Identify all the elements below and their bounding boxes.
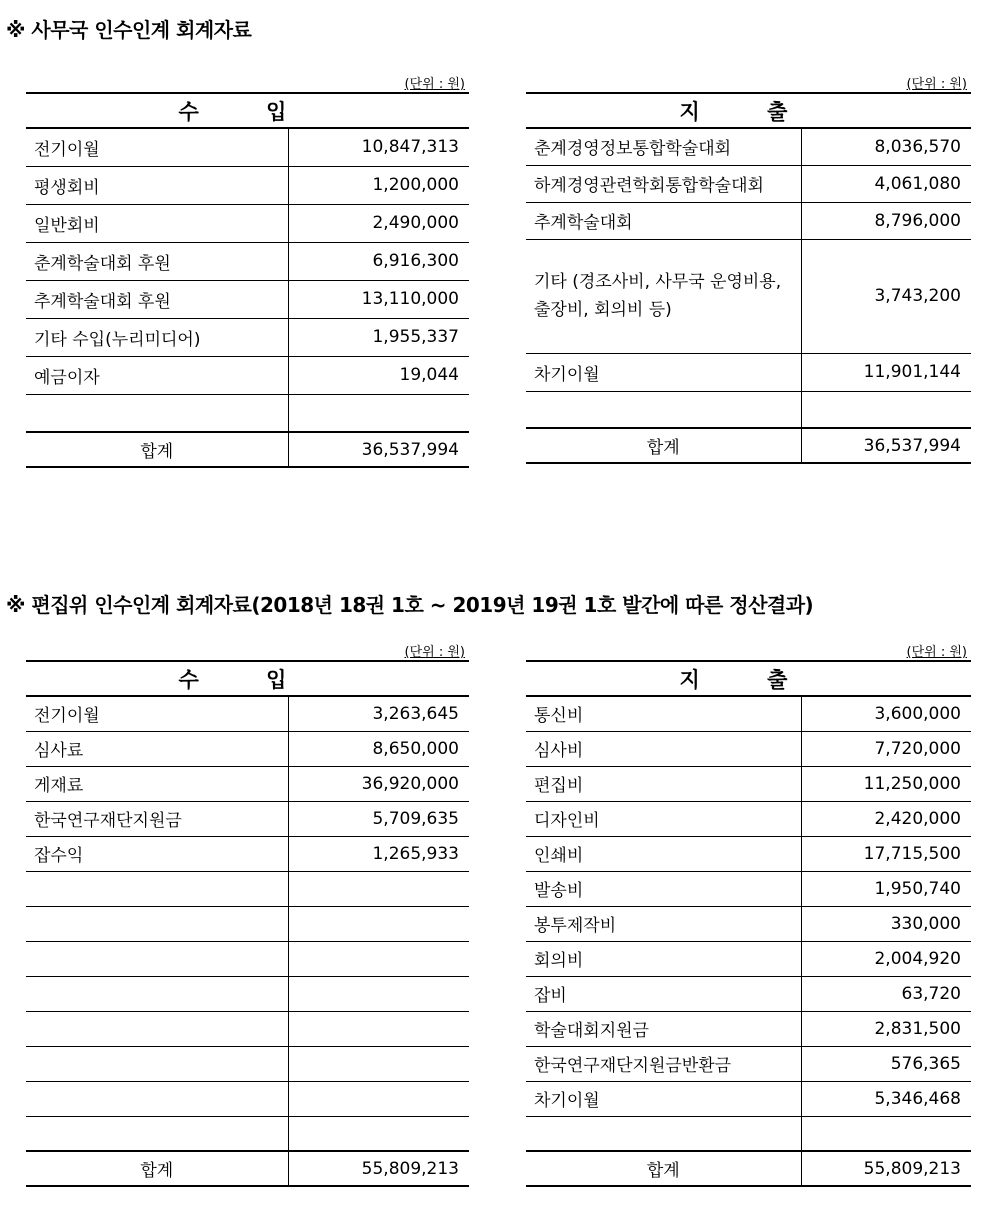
total-row: [526, 1151, 971, 1186]
income-amount: 1,200,000: [288, 166, 469, 204]
expense-amount: 11,901,144: [801, 353, 971, 391]
expense-amount: 3,743,200: [801, 239, 971, 353]
expense-amount: 2,831,500: [801, 1011, 971, 1046]
table-row: [26, 871, 469, 906]
expense-label: 통신비: [526, 696, 801, 731]
table-row: [26, 128, 469, 166]
table-row: [526, 1116, 971, 1151]
total-label: 합계: [526, 428, 801, 463]
income-amount: [288, 871, 469, 906]
income-label: 춘계학술대회 후원: [26, 242, 288, 280]
expense-label: 봉투제작비: [526, 906, 801, 941]
table-row: [526, 128, 971, 165]
expense-amount: 11,250,000: [801, 766, 971, 801]
table-row: [26, 394, 469, 432]
table-row: [526, 1081, 971, 1116]
table-row: [26, 356, 469, 394]
income-header: 수 입: [26, 93, 469, 128]
expense-label: 한국연구재단지원금반환금: [526, 1046, 801, 1081]
total-label: 합계: [26, 1151, 288, 1186]
table-row: [26, 280, 469, 318]
table-row: [26, 1081, 469, 1116]
expense-label: 잡비: [526, 976, 801, 1011]
table-row: [26, 204, 469, 242]
table-row: [26, 941, 469, 976]
table-row: [26, 766, 469, 801]
expense-amount: 8,796,000: [801, 202, 971, 239]
total-label: 합계: [26, 432, 288, 467]
table-row: [526, 696, 971, 731]
table-row: [26, 166, 469, 204]
unit-label: (단위 : 원): [906, 77, 967, 92]
table-row: [26, 801, 469, 836]
expense-label: 학술대회지원금: [526, 1011, 801, 1046]
income-label: [26, 1011, 288, 1046]
income-amount: [288, 1011, 469, 1046]
income-label: 평생회비: [26, 166, 288, 204]
income-label: 추계학술대회 후원: [26, 280, 288, 318]
table-row: [526, 731, 971, 766]
income-amount: 2,490,000: [288, 204, 469, 242]
expense-label: [526, 1116, 801, 1151]
table-row: [26, 1116, 469, 1151]
table-row: [26, 906, 469, 941]
income-amount: 1,265,933: [288, 836, 469, 871]
total-row: [26, 432, 469, 467]
income-label: [26, 871, 288, 906]
expense-label: 춘계경영정보통합학술대회: [526, 128, 801, 165]
income-amount: [288, 906, 469, 941]
income-label: [26, 394, 288, 432]
expense-amount: 2,004,920: [801, 941, 971, 976]
expense-amount: 7,720,000: [801, 731, 971, 766]
expense-label: 회의비: [526, 941, 801, 976]
expense-label: 기타 (경조사비, 사무국 운영비용, 출장비, 회의비 등): [526, 239, 801, 353]
table-row: [26, 976, 469, 1011]
income-label: 심사료: [26, 731, 288, 766]
income-label: 전기이월: [26, 696, 288, 731]
income-amount: [288, 941, 469, 976]
table-row: [26, 696, 469, 731]
table-row: [526, 239, 971, 353]
table-row: [26, 731, 469, 766]
section1-title: ※ 사무국 인수인계 회계자료: [6, 18, 252, 42]
income-amount: [288, 1046, 469, 1081]
section2-income-table: [26, 638, 469, 1187]
table-row: [26, 836, 469, 871]
income-label: [26, 941, 288, 976]
expense-amount: 330,000: [801, 906, 971, 941]
expense-label: 편집비: [526, 766, 801, 801]
expense-label: 차기이월: [526, 1081, 801, 1116]
expense-label: 인쇄비: [526, 836, 801, 871]
income-label: [26, 1046, 288, 1081]
expense-amount: 4,061,080: [801, 165, 971, 202]
total-label: 합계: [526, 1151, 801, 1186]
income-amount: 8,650,000: [288, 731, 469, 766]
table-row: [26, 1011, 469, 1046]
total-row: [526, 428, 971, 463]
income-amount: 13,110,000: [288, 280, 469, 318]
unit-label: (단위 : 원): [906, 645, 967, 660]
expense-label: 차기이월: [526, 353, 801, 391]
total-row: [26, 1151, 469, 1186]
total-amount: 36,537,994: [801, 428, 971, 463]
table-row: [26, 1046, 469, 1081]
expense-amount: [801, 1116, 971, 1151]
income-amount: 3,263,645: [288, 696, 469, 731]
table-row: [526, 871, 971, 906]
expense-label: 추계학술대회: [526, 202, 801, 239]
table-row: [526, 165, 971, 202]
income-amount: [288, 394, 469, 432]
table-row: [526, 353, 971, 391]
total-amount: 55,809,213: [288, 1151, 469, 1186]
expense-amount: 17,715,500: [801, 836, 971, 871]
table-row: [526, 391, 971, 428]
unit-label: (단위 : 원): [404, 645, 465, 660]
expense-label: 발송비: [526, 871, 801, 906]
income-label: 기타 수입(누리미디어): [26, 318, 288, 356]
expense-label: 심사비: [526, 731, 801, 766]
income-amount: 5,709,635: [288, 801, 469, 836]
section2-expense-table: [526, 638, 971, 1187]
expense-amount: [801, 391, 971, 428]
table-row: [526, 801, 971, 836]
expense-amount: 576,365: [801, 1046, 971, 1081]
table-row: [526, 1011, 971, 1046]
income-label: [26, 1081, 288, 1116]
table-row: [26, 318, 469, 356]
section1-expense-table: [526, 70, 971, 464]
income-label: 일반회비: [26, 204, 288, 242]
expense-amount: 63,720: [801, 976, 971, 1011]
income-amount: 10,847,313: [288, 128, 469, 166]
income-label: 예금이자: [26, 356, 288, 394]
expense-amount: 8,036,570: [801, 128, 971, 165]
table-row: [526, 836, 971, 871]
income-amount: [288, 1116, 469, 1151]
income-label: [26, 906, 288, 941]
table-row: [26, 242, 469, 280]
total-amount: 36,537,994: [288, 432, 469, 467]
expense-amount: 3,600,000: [801, 696, 971, 731]
expense-header: 지 출: [526, 661, 971, 696]
income-label: 전기이월: [26, 128, 288, 166]
expense-header: 지 출: [526, 93, 971, 128]
income-label: [26, 1116, 288, 1151]
table-row: [526, 202, 971, 239]
table-row: [526, 941, 971, 976]
expense-amount: 1,950,740: [801, 871, 971, 906]
income-amount: 36,920,000: [288, 766, 469, 801]
table-row: [526, 976, 971, 1011]
income-label: 한국연구재단지원금: [26, 801, 288, 836]
income-amount: [288, 1081, 469, 1116]
expense-label: 하계경영관련학회통합학술대회: [526, 165, 801, 202]
income-amount: 19,044: [288, 356, 469, 394]
expense-amount: 2,420,000: [801, 801, 971, 836]
income-amount: 6,916,300: [288, 242, 469, 280]
income-amount: [288, 976, 469, 1011]
section1-income-table: [26, 70, 469, 468]
income-header: 수 입: [26, 661, 469, 696]
table-row: [526, 1046, 971, 1081]
total-amount: 55,809,213: [801, 1151, 971, 1186]
income-label: 잡수익: [26, 836, 288, 871]
expense-label: [526, 391, 801, 428]
income-label: 게재료: [26, 766, 288, 801]
expense-label: 디자인비: [526, 801, 801, 836]
income-label: [26, 976, 288, 1011]
expense-amount: 5,346,468: [801, 1081, 971, 1116]
table-row: [526, 906, 971, 941]
unit-label: (단위 : 원): [404, 77, 465, 92]
table-row: [526, 766, 971, 801]
income-amount: 1,955,337: [288, 318, 469, 356]
section2-title: ※ 편집위 인수인계 회계자료(2018년 18권 1호 ~ 2019년 19권 1호 발간에 따른 정산결과): [6, 593, 814, 617]
